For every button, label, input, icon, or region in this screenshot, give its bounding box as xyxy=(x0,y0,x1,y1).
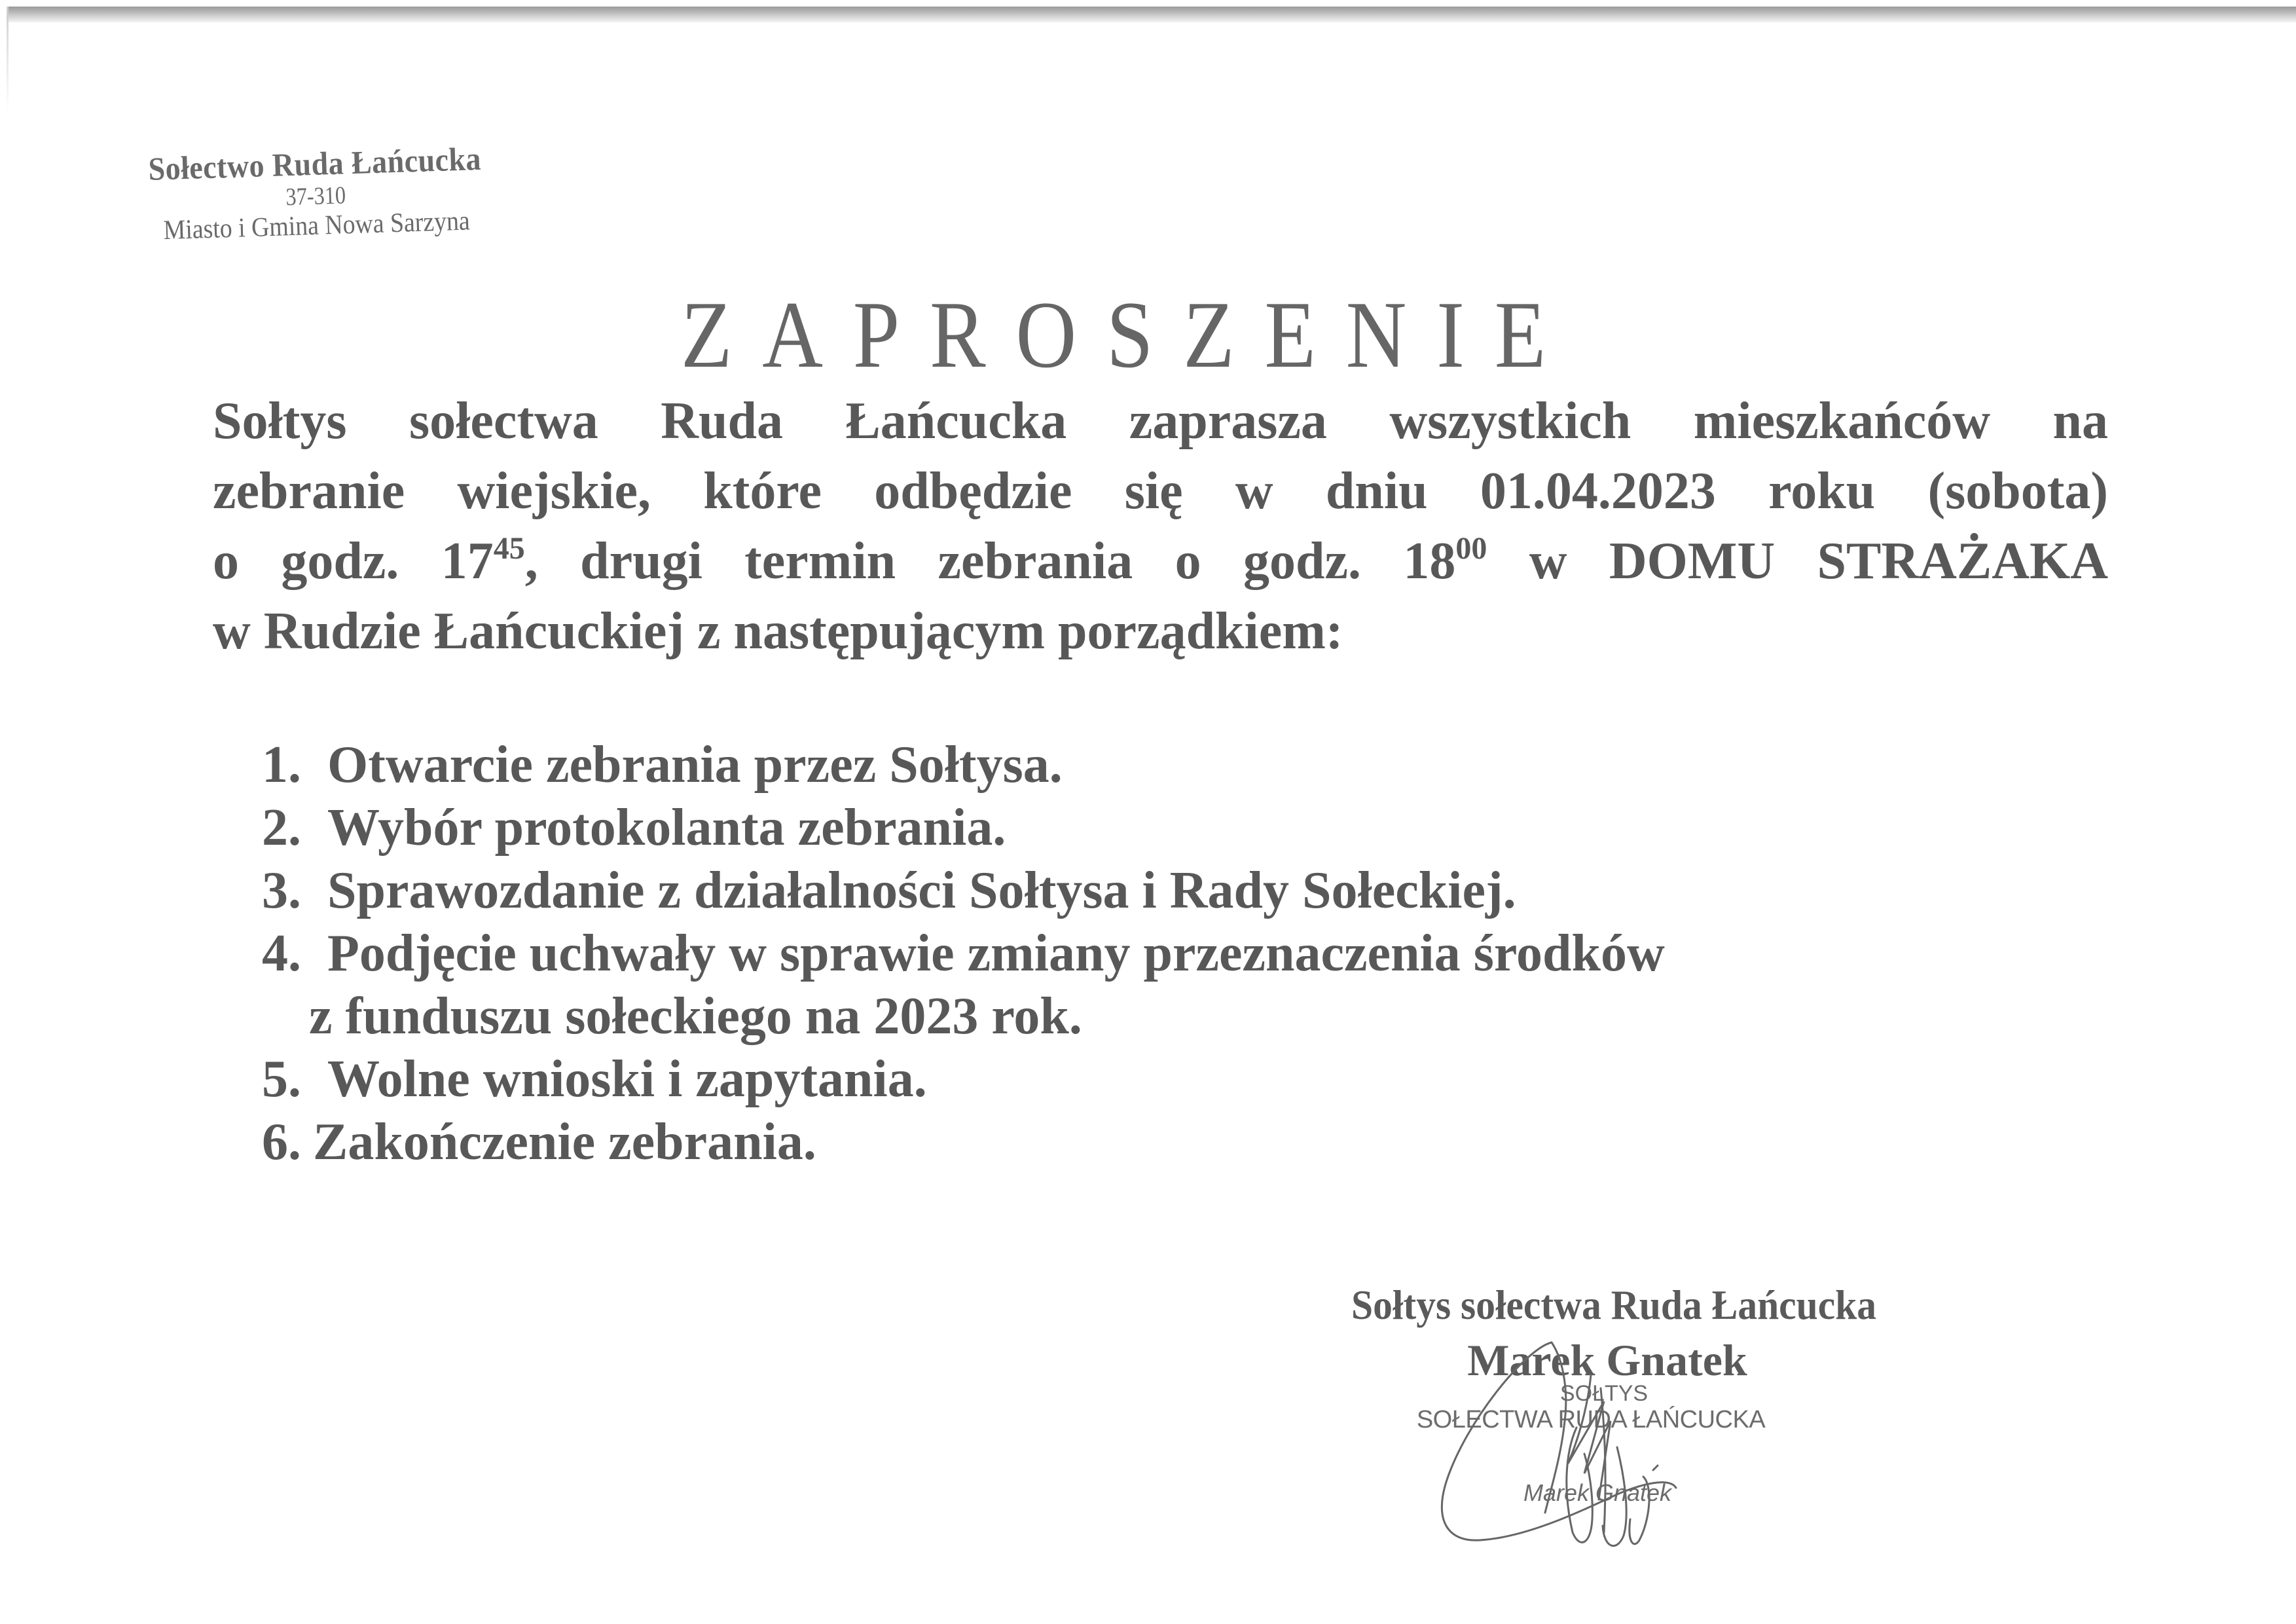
agenda-item-text: Zakończenie zebrania. xyxy=(313,1113,816,1171)
agenda-item-number: 5. xyxy=(262,1050,301,1108)
signature-block xyxy=(1283,1277,1944,1387)
sender-stamp xyxy=(124,140,507,247)
document-title: ZAPROSZENIE xyxy=(681,281,1576,388)
intro-venue: w DOMU STRAŻAKA xyxy=(1487,532,2109,590)
intro-line-3 xyxy=(213,526,2108,597)
agenda-item-text: Wybór protokolanta zebrania. xyxy=(327,799,1006,857)
agenda-list xyxy=(262,733,1964,1173)
intro-line-1: Sołtys sołectwa Ruda Łańcucka zaprasza wszystkich mieszkańców na xyxy=(213,392,2108,450)
agenda-item-number: 2. xyxy=(262,799,301,857)
invitation-paragraph xyxy=(213,386,2108,667)
intro-time-prefix: o godz. 17 xyxy=(213,532,494,590)
agenda-item xyxy=(262,733,1964,796)
sender-municipality: Miasto i Gmina Nowa Sarzyna xyxy=(162,206,471,246)
agenda-item-text: Sprawozdanie z działalności Sołtysa i Rady Sołeckiej. xyxy=(327,862,1516,919)
stamp-line-title: SOŁTYS xyxy=(1559,1381,1649,1406)
stamp-line-name: Marek Gnatek xyxy=(1523,1479,1672,1506)
scanner-edge xyxy=(7,7,9,111)
agenda-item-number: 1. xyxy=(262,736,301,794)
official-stamp xyxy=(1414,1382,1768,1506)
agenda-item-text: Podjęcie uchwały w sprawie zmiany przeznaczenia środków xyxy=(327,925,1665,982)
agenda-item-number: 3. xyxy=(262,862,301,919)
signatory-name: Marek Gnatek xyxy=(1467,1335,1747,1385)
agenda-item xyxy=(262,859,1964,922)
sender-postal-code: 37-310 xyxy=(285,181,346,212)
intro-second-term: , drugi termin zebrania o godz. 18 xyxy=(524,532,1456,590)
agenda-item-text: Wolne wnioski i zapytania. xyxy=(327,1050,927,1108)
agenda-item-number: 4. xyxy=(262,925,301,982)
agenda-item-text: Otwarcie zebrania przez Sołtysa. xyxy=(327,736,1063,794)
agenda-item xyxy=(262,922,1964,1048)
agenda-item-continuation: z funduszu sołeckiego na 2023 rok. xyxy=(309,987,1082,1045)
intro-line-4: w Rudzie Łańcuckiej z następującym porządkiem: xyxy=(213,602,1343,660)
agenda-item xyxy=(262,1111,1964,1173)
agenda-item xyxy=(262,796,1964,859)
agenda-item-number: 6. xyxy=(262,1113,301,1171)
signatory-role: Sołtys sołectwa Ruda Łańcucka xyxy=(1351,1282,1876,1328)
scanner-shadow xyxy=(7,7,2296,22)
agenda-item xyxy=(262,1048,1964,1111)
sender-organization: Sołectwo Ruda Łańcucka xyxy=(147,139,482,187)
time-minutes-superscript: 45 xyxy=(493,531,525,566)
time-minutes-superscript: 00 xyxy=(1455,531,1487,566)
intro-line-2: zebranie wiejskie, które odbędzie się w dniu 01.04.2023 roku (sobota) xyxy=(213,462,2108,520)
stamp-line-office: SOŁECTWA RUDA ŁAŃCUCKA xyxy=(1416,1406,1766,1433)
